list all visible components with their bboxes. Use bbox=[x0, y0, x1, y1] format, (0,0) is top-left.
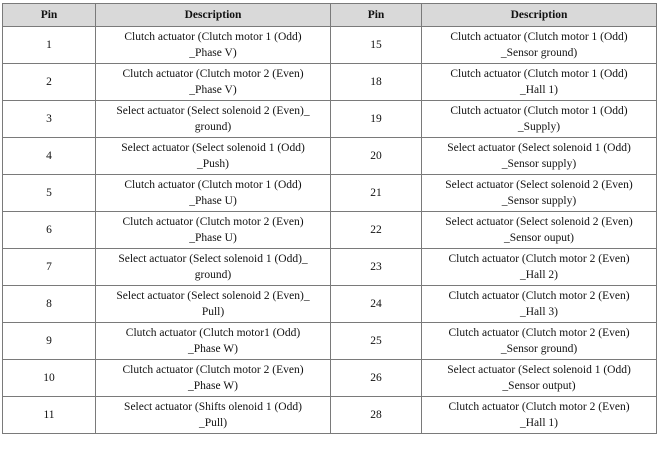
description-right-cell: Select actuator (Select solenoid 1 (Odd) _Sensor output) bbox=[422, 360, 657, 397]
table-row bbox=[3, 138, 657, 175]
pin-right-cell: 26 bbox=[331, 360, 422, 397]
description-left-cell: Clutch actuator (Clutch motor 1 (Odd) _Phase V) bbox=[96, 27, 331, 64]
description-right-cell: Select actuator (Select solenoid 2 (Even) _Sensor supply) bbox=[422, 175, 657, 212]
header-description-left: Description bbox=[96, 4, 331, 27]
table-row bbox=[3, 286, 657, 323]
table-body bbox=[3, 27, 657, 434]
table-header bbox=[3, 4, 657, 27]
pin-right-cell: 20 bbox=[331, 138, 422, 175]
table-row bbox=[3, 397, 657, 434]
table-row bbox=[3, 27, 657, 64]
description-right-cell: Clutch actuator (Clutch motor 1 (Odd) _Sensor ground) bbox=[422, 27, 657, 64]
description-right-cell: Clutch actuator (Clutch motor 1 (Odd) _Hall 1) bbox=[422, 64, 657, 101]
pin-description-table bbox=[2, 3, 657, 434]
description-left-cell: Select actuator (Select solenoid 1 (Odd)_ ground) bbox=[96, 249, 331, 286]
description-right-cell: Clutch actuator (Clutch motor 2 (Even) _Hall 1) bbox=[422, 397, 657, 434]
header-pin-right: Pin bbox=[331, 4, 422, 27]
pin-right-cell: 19 bbox=[331, 101, 422, 138]
pin-left-cell: 8 bbox=[3, 286, 96, 323]
table-row bbox=[3, 175, 657, 212]
pin-right-cell: 15 bbox=[331, 27, 422, 64]
pin-right-cell: 23 bbox=[331, 249, 422, 286]
table-row bbox=[3, 212, 657, 249]
description-right-cell: Select actuator (Select solenoid 2 (Even) _Sensor ouput) bbox=[422, 212, 657, 249]
pin-left-cell: 5 bbox=[3, 175, 96, 212]
pin-left-cell: 10 bbox=[3, 360, 96, 397]
description-right-cell: Clutch actuator (Clutch motor 1 (Odd) _Supply) bbox=[422, 101, 657, 138]
description-left-cell: Clutch actuator (Clutch motor 2 (Even) _Phase W) bbox=[96, 360, 331, 397]
table-row bbox=[3, 64, 657, 101]
description-right-cell: Clutch actuator (Clutch motor 2 (Even) _Sensor ground) bbox=[422, 323, 657, 360]
pin-left-cell: 3 bbox=[3, 101, 96, 138]
description-right-cell: Clutch actuator (Clutch motor 2 (Even) _Hall 3) bbox=[422, 286, 657, 323]
header-pin-left: Pin bbox=[3, 4, 96, 27]
table-row bbox=[3, 249, 657, 286]
description-left-cell: Select actuator (Select solenoid 2 (Even)_ Pull) bbox=[96, 286, 331, 323]
description-left-cell: Clutch actuator (Clutch motor 2 (Even) _Phase U) bbox=[96, 212, 331, 249]
pin-left-cell: 2 bbox=[3, 64, 96, 101]
pin-right-cell: 25 bbox=[331, 323, 422, 360]
pin-left-cell: 11 bbox=[3, 397, 96, 434]
pin-left-cell: 1 bbox=[3, 27, 96, 64]
pin-left-cell: 9 bbox=[3, 323, 96, 360]
description-left-cell: Select actuator (Select solenoid 2 (Even)_ ground) bbox=[96, 101, 331, 138]
description-right-cell: Select actuator (Select solenoid 1 (Odd) _Sensor supply) bbox=[422, 138, 657, 175]
pin-left-cell: 4 bbox=[3, 138, 96, 175]
pin-right-cell: 21 bbox=[331, 175, 422, 212]
pin-left-cell: 7 bbox=[3, 249, 96, 286]
table-row bbox=[3, 360, 657, 397]
header-description-right: Description bbox=[422, 4, 657, 27]
description-left-cell: Clutch actuator (Clutch motor1 (Odd) _Phase W) bbox=[96, 323, 331, 360]
description-left-cell: Select actuator (Shifts olenoid 1 (Odd) _Pull) bbox=[96, 397, 331, 434]
pin-right-cell: 28 bbox=[331, 397, 422, 434]
pin-right-cell: 22 bbox=[331, 212, 422, 249]
pin-right-cell: 18 bbox=[331, 64, 422, 101]
pin-right-cell: 24 bbox=[331, 286, 422, 323]
pin-left-cell: 6 bbox=[3, 212, 96, 249]
header-row bbox=[3, 4, 657, 27]
table-row bbox=[3, 323, 657, 360]
table-row bbox=[3, 101, 657, 138]
description-left-cell: Clutch actuator (Clutch motor 2 (Even) _Phase V) bbox=[96, 64, 331, 101]
description-left-cell: Clutch actuator (Clutch motor 1 (Odd) _Phase U) bbox=[96, 175, 331, 212]
description-right-cell: Clutch actuator (Clutch motor 2 (Even) _Hall 2) bbox=[422, 249, 657, 286]
description-left-cell: Select actuator (Select solenoid 1 (Odd) _Push) bbox=[96, 138, 331, 175]
